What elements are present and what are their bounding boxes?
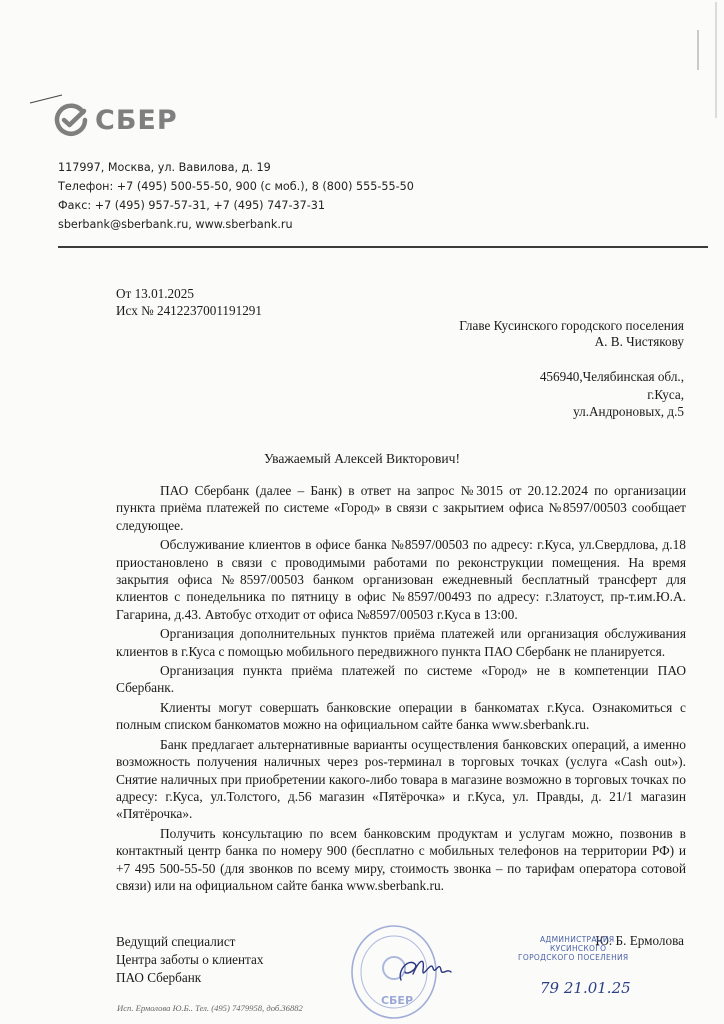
signatory-title-line: Ведущий специалист xyxy=(116,934,236,949)
salutation: Уважаемый Алексей Викторович! xyxy=(263,451,460,466)
bank-phone: Телефон: +7 (495) 500-55-50, 900 (с моб.), 8 (800) 555-55-50 xyxy=(58,180,414,193)
signatory-name: Ю. Б. Ермолова xyxy=(595,933,684,948)
registration-stamp-line: ГОРОДСКОГО ПОСЕЛЕНИЯ xyxy=(518,953,629,962)
outgoing-number: Исх № 2412237001191291 xyxy=(116,303,262,318)
body-paragraph: ПАО Сбербанк (далее – Банк) в ответ на запрос №3015 от 20.12.2024 по организации пункта приёма платежей по системе «Город» в связи с закрытием офиса №8597/00503 сообщает следующее. xyxy=(116,483,686,533)
bank-address: 117997, Москва, ул. Вавилова, д. 19 xyxy=(58,161,271,174)
body-paragraph: Организация дополнительных пунктов приёма платежей или организация обслуживания клиентов в г.Куса с помощью мобильного передвижного пункта ПАО Сбербанк не планируется. xyxy=(116,626,686,659)
scan-artifact xyxy=(0,0,724,120)
recipient-address-1: 456940,Челябинская обл., xyxy=(539,369,684,384)
body-paragraph: Организация пункта приёма платежей по системе «Город» не в компетенции ПАО Сбербанк. xyxy=(116,663,686,696)
registration-stamp xyxy=(510,935,628,962)
letter-body xyxy=(116,482,686,896)
signatory-title-line: ПАО Сбербанк xyxy=(116,970,202,985)
handwritten-signature xyxy=(395,950,455,995)
sber-logo-icon xyxy=(54,103,88,137)
letterhead-contacts xyxy=(58,158,414,234)
letter-date: От 13.01.2025 xyxy=(116,286,194,301)
recipient-position: Главе Кусинского городского поселения xyxy=(459,318,684,333)
stamp-center-text: СБЕР xyxy=(380,994,414,1007)
body-paragraph: Получить консультацию по всем банковским продуктам и услугам можно, позвонив в контактный центр банка по номеру 900 (бесплатно с мобильных телефонов на территории РФ) и +7 495 500-55-50 (для звонков по всему миру, стоимость звонка – по тарифам оператора сотовой связи) или на официальном сайте банка www.sberbank.ru. xyxy=(116,825,686,893)
recipient-address-2: г.Куса, xyxy=(647,387,684,402)
body-paragraph: Обслуживание клиентов в офисе банка №8597/00503 по адресу: г.Куса, ул.Свердлова, д.18 приостановлено в связи с проводимыми работами по реконструкции помещения. На время закрытия офиса №8597/00503 банком организован ежедневный бесплатный трансферт для клиентов с понедельника по пятницу в офис №8597/00493 по адресу: г.Златоуст, пр-т.им.Ю.А. Гагарина, д.43. Автобус отходит от офиса №8597/00503 г.Куса в 13:00. xyxy=(116,537,686,622)
registration-stamp-line: КУСИНСКОГО xyxy=(550,944,607,953)
registration-handwritten-number: 79 21.01.25 xyxy=(540,979,631,997)
signatory-title xyxy=(116,933,263,987)
recipient-address-3: ул.Андроновых, д.5 xyxy=(573,404,684,419)
signatory-title-line: Центра заботы о клиентах xyxy=(116,952,264,967)
executor-note: Исп. Ермолова Ю.Б.. Тел. (495) 7479958, доб.36882 xyxy=(117,1003,303,1013)
sber-logo xyxy=(54,103,178,137)
body-paragraph: Банк предлагает альтернативные варианты осуществления банковских операций, а именно возможность получения наличных через pos-терминал в торговых точках (услуга «Cash out»). Снятие наличных при приобретении какого-либо товара в магазине возможно в торговых точках по адресу: г.Куса, ул.Толстого, д.56 магазин «Пятёрочка» и г.Куса, ул. Правды, д. 21/1 магазин «Пятёрочка». xyxy=(116,736,686,822)
recipient-name: А. В. Чистякову xyxy=(594,334,684,349)
sber-logo-text: СБЕР xyxy=(95,104,178,136)
bank-web: sberbank@sberbank.ru, www.sberbank.ru xyxy=(58,218,293,231)
body-paragraph: Клиенты могут совершать банковские операции в банкоматах г.Куса. Ознакомиться с полным списком банкоматов можно на официальном сайте банка www.sberbank.ru. xyxy=(116,699,686,733)
bank-fax: Факс: +7 (495) 957-57-31, +7 (495) 747-37-31 xyxy=(58,199,326,212)
registration-stamp-line: АДМИНИСТРАЦИЯ xyxy=(540,935,615,944)
header-divider xyxy=(58,246,708,248)
